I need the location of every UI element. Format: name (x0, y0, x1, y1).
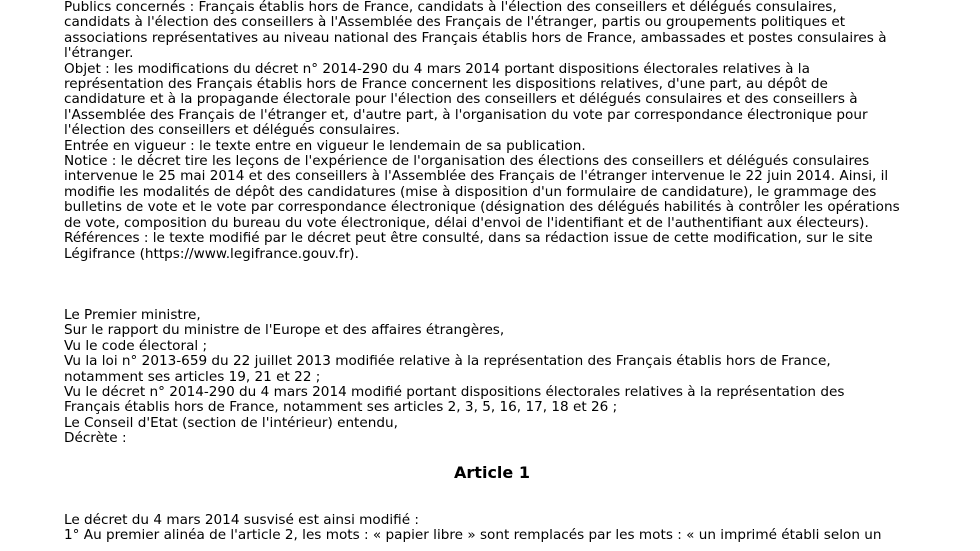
vu-loi-paragraph: Vu la loi n° 2013-659 du 22 juillet 2013 modifiée relative à la représentation des Français établis hors de France, notamment ses articles 19, 21 et 22 ; (64, 353, 831, 385)
article-1-intro: Le décret du 4 mars 2014 susvisé est ainsi modifié : (64, 511, 419, 528)
article-spacer-bottom (64, 483, 964, 513)
vu-code-electoral-line: Vu le code électoral ; (64, 337, 208, 354)
decrete-line: Décrète : (64, 430, 127, 447)
references-paragraph: Références : le texte modifié par le décret peut être consulté, dans sa rédaction issue de cette modification, sur le site Légifrance (https://www.legifrance.gouv.fr). (64, 230, 873, 262)
entree-en-vigueur-paragraph: Entrée en vigueur : le texte entre en vigueur le lendemain de sa publication. (64, 137, 586, 154)
objet-paragraph: Objet : les modifications du décret n° 2014-290 du 4 mars 2014 portant dispositions électorales relatives à la représentation des Français établis hors de France concernent les dispositions relatives, d'une part, au dépôt de candidature et à la propagande électorale pour l'élection des conseillers et délégués consulaires et des conseillers à l'Assemblée des Français de l'étranger et, d'autre part, à l'organisation du vote par correspondance électronique pour l'élection des conseillers et délégués consulaires. (64, 60, 868, 139)
document-page (64, 0, 964, 543)
notice-paragraph: Notice : le décret tire les leçons de l'expérience de l'organisation des élections des conseillers et délégués consulaires intervenue le 25 mai 2014 et des conseillers à l'Assemblée des Français de l'étranger intervenue le 22 juin 2014. Ainsi, il modifie les modalités de dépôt des candidatures (mise à disposition d'un formulaire de candidature), le grammage des bulletins de vote et le vote par correspondance électronique (désignation des délégués habilités à contrôler les opérations de vote, composition du bureau du vote électronique, délai d'envoi de l'identifiant et de l'authentifiant aux électeurs). (64, 153, 900, 231)
article-1-heading: Article 1 (454, 462, 530, 482)
premier-ministre-line: Le Premier ministre, (64, 306, 201, 323)
rapport-line: Sur le rapport du ministre de l'Europe et des affaires étrangères, (64, 322, 505, 339)
section-spacer (64, 262, 964, 308)
article-spacer-top (64, 447, 964, 463)
vu-decret-paragraph: Vu le décret n° 2014-290 du 4 mars 2014 modifié portant dispositions électorales relatives à la représentation des Français établis hors de France, notamment ses articles 2, 3, 5, 16, 17, 18 et 26 ; (64, 383, 845, 416)
publics-concernes-paragraph: Publics concernés : Français établis hors de France, candidats à l'élection des conseillers et délégués consulaires, candidats à l'élection des conseillers à l'Assemblée des Français de l'étranger, partis ou groupements politiques et associations représentatives au niveau national des Français établis hors de France, ambassades et postes consulaires à l'étranger. (64, 0, 887, 62)
conseil-etat-line: Le Conseil d'Etat (section de l'intérieur) entendu, (64, 414, 398, 431)
article-1-item-1: 1° Au premier alinéa de l'article 2, les mots : « papier libre » sont remplacés par les mots : « un imprimé établi selon un (64, 526, 882, 543)
